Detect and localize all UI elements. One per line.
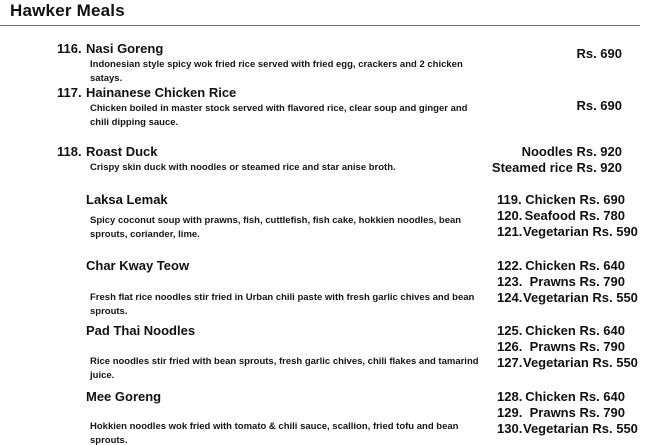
variant-row <box>497 405 625 421</box>
price-option: Steamed rice Rs. 920 <box>491 160 622 175</box>
variant-number: 128. <box>497 389 523 404</box>
variant-row <box>497 224 638 240</box>
item-description: Hokkien noodles wok fried with tomato & chili sauce, scallion, fried tofu and bean sprouts. <box>90 421 459 445</box>
variant-number: 126. <box>497 339 523 354</box>
item-description: Spicy coconut soup with prawns, fish, cuttlefish, fish cake, hokkien noodles, bean sprouts, coriander, lime. <box>90 215 462 240</box>
variant-row <box>497 274 625 290</box>
variant-price: Chicken Rs. 640 <box>525 323 625 338</box>
variant-price: Vegetarian Rs. 550 <box>523 355 638 370</box>
item-name: Nasi Goreng <box>86 41 164 56</box>
price-option: Noodles Rs. 920 <box>521 144 622 159</box>
variant-row <box>497 290 638 306</box>
variant-row <box>497 192 625 208</box>
variant-price: Prawns Rs. 790 <box>529 405 625 420</box>
variant-number: 125. <box>497 323 523 338</box>
item-description: Chicken boiled in master stock served with flavored rice, clear soup and ginger and chili dipping sauce. <box>90 103 468 128</box>
variant-number: 127. <box>497 355 523 370</box>
variant-number: 129. <box>497 405 523 420</box>
variant-price: Vegetarian Rs. 590 <box>523 224 638 239</box>
item-name: Pad Thai Noodles <box>86 323 196 338</box>
variant-price: Vegetarian Rs. 550 <box>523 421 638 436</box>
variant-row <box>497 421 638 437</box>
variant-price: Prawns Rs. 790 <box>529 274 625 289</box>
variant-list <box>497 258 638 306</box>
item-price: Rs. 690 <box>576 98 622 113</box>
section-title: Hawker Meals <box>10 1 125 20</box>
variant-price: Vegetarian Rs. 550 <box>523 290 638 305</box>
variant-price: Prawns Rs. 790 <box>529 339 625 354</box>
variant-price: Chicken Rs. 690 <box>525 192 625 207</box>
item-name: Hainanese Chicken Rice <box>86 85 237 100</box>
item-price: Rs. 690 <box>576 46 622 61</box>
variant-row <box>497 258 625 274</box>
item-number: 117. <box>57 85 82 100</box>
variant-number: 124. <box>497 290 523 305</box>
variant-row <box>497 208 625 224</box>
item-name: Roast Duck <box>86 144 158 159</box>
item-description: Indonesian style spicy wok fried rice served with fried egg, crackers and 2 chicken satays. <box>90 59 463 84</box>
variant-list <box>497 389 638 437</box>
item-price-options <box>492 144 622 176</box>
variant-number: 122. <box>497 258 523 273</box>
item-name: Char Kway Teow <box>86 258 190 273</box>
variant-row <box>497 355 638 371</box>
item-description: Fresh flat rice noodles stir fried in Urban chili paste with fresh garlic chives and bean sprouts. <box>90 292 475 317</box>
variant-row <box>497 389 625 405</box>
item-description: Crispy skin duck with noodles or steamed rice and star anise broth. <box>90 162 396 173</box>
variant-number: 120. <box>497 208 523 223</box>
variant-list <box>497 323 638 371</box>
variant-list <box>497 192 638 240</box>
variant-price: Chicken Rs. 640 <box>525 258 625 273</box>
item-name: Mee Goreng <box>86 389 162 404</box>
variant-number: 130. <box>497 421 523 436</box>
variant-number: 119. <box>497 192 522 207</box>
item-number: 116. <box>57 41 82 56</box>
item-description: Rice noodles stir fried with bean sprouts, fresh garlic chives, chili flakes and tamarind juice. <box>90 356 479 381</box>
variant-number: 123. <box>497 274 523 289</box>
variant-price: Chicken Rs. 640 <box>525 389 625 404</box>
title-divider <box>0 25 640 26</box>
item-name: Laksa Lemak <box>86 192 168 207</box>
variant-price: Seafood Rs. 780 <box>524 208 625 223</box>
item-number: 118. <box>57 144 82 159</box>
variant-number: 121. <box>497 224 523 239</box>
variant-row <box>497 323 625 339</box>
variant-row <box>497 339 625 355</box>
